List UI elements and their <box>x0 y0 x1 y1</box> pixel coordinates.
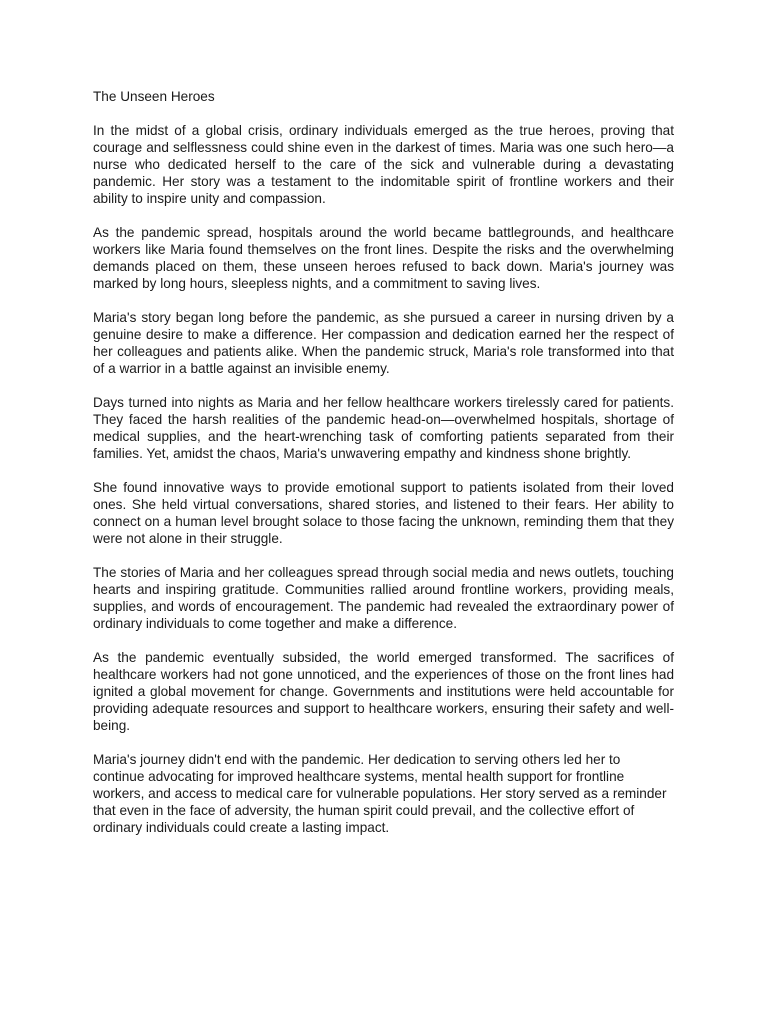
document-body <box>93 88 674 853</box>
paragraph-7: As the pandemic eventually subsided, the world emerged transformed. The sacrifices of healthcare workers had not gone unnoticed, and the experiences of those on the front lines had ignited a global movement for change. Governments and institutions were held accountable for providing adequate resources and support to healthcare workers, ensuring their safety and well-being. <box>93 650 674 733</box>
document-title: The Unseen Heroes <box>93 89 215 104</box>
paragraph-1: In the midst of a global crisis, ordinary individuals emerged as the true heroes, proving that courage and selflessness could shine even in the darkest of times. Maria was one such hero—a nurse who dedicated herself to the care of the sick and vulnerable during a devastating pandemic. Her story was a testament to the indomitable spirit of frontline workers and their ability to inspire unity and compassion. <box>93 123 674 206</box>
paragraph-4: Days turned into nights as Maria and her fellow healthcare workers tirelessly cared for patients. They faced the harsh realities of the pandemic head-on—overwhelmed hospitals, shortage of medical supplies, and the heart-wrenching task of comforting patients separated from their families. Yet, amidst the chaos, Maria's unwavering empathy and kindness shone brightly. <box>93 395 674 461</box>
paragraph-8: Maria's journey didn't end with the pandemic. Her dedication to serving others led her to continue advocating for improved healthcare systems, mental health support for frontline workers, and access to medical care for vulnerable populations. Her story served as a reminder that even in the face of adversity, the human spirit could prevail, and the collective effort of ordinary individuals could create a lasting impact. <box>93 752 667 835</box>
paragraph-5: She found innovative ways to provide emotional support to patients isolated from their loved ones. She held virtual conversations, shared stories, and listened to their fears. Her ability to connect on a human level brought solace to those facing the unknown, reminding them that they were not alone in their struggle. <box>93 480 674 546</box>
paragraph-6: The stories of Maria and her colleagues spread through social media and news outlets, touching hearts and inspiring gratitude. Communities rallied around frontline workers, providing meals, supplies, and words of encouragement. The pandemic had revealed the extraordinary power of ordinary individuals to come together and make a difference. <box>93 565 674 631</box>
paragraph-3: Maria's story began long before the pandemic, as she pursued a career in nursing driven by a genuine desire to make a difference. Her compassion and dedication earned her the respect of her colleagues and patients alike. When the pandemic struck, Maria's role transformed into that of a warrior in a battle against an invisible enemy. <box>93 310 674 376</box>
paragraph-2: As the pandemic spread, hospitals around the world became battlegrounds, and healthcare workers like Maria found themselves on the front lines. Despite the risks and the overwhelming demands placed on them, these unseen heroes refused to back down. Maria's journey was marked by long hours, sleepless nights, and a commitment to saving lives. <box>93 225 674 291</box>
